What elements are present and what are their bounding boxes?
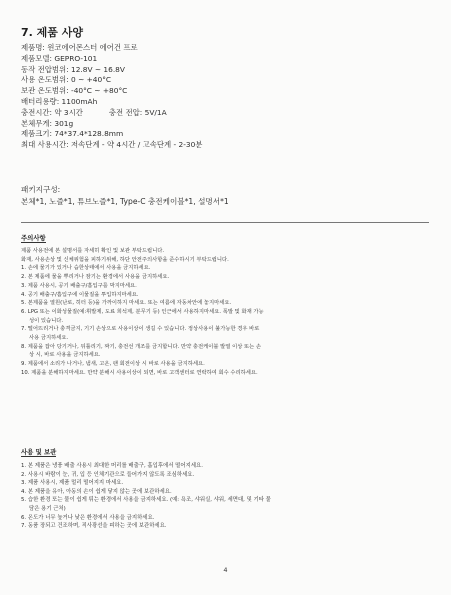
spec-line: 제품크기: 74*37.4*128.8mm — [21, 129, 124, 139]
spec-line: 보관 온도범위: -40°C ~ +80°C — [21, 86, 128, 96]
list-item: 6. LPG 또는 이화성물질(예:휘발제, 도료 희석제, 분무기 등) 인근에서 사용하지마세요. 폭발 및 화재 가능 — [21, 308, 264, 315]
caution-list — [21, 247, 433, 378]
list-item: 4. 공기 배출구/흡입구에 이물질을 투입하지마세요. — [21, 291, 139, 298]
list-item: 7. 동품 장되고 건조하며, 직사광선을 피하는 곳에 보관하세요. — [21, 523, 167, 530]
list-item-continued: 상 시, 바로 사용을 금지하세요. — [29, 352, 101, 359]
usage-title: 사용 및 보관 — [21, 448, 57, 456]
page-number: 4 — [223, 566, 228, 574]
list-item: 5. 본제품을 열원(난로, 히터 등)을 가까이하지 마세요. 또는 여름에 자동차안에 놓지마세요. — [21, 300, 232, 307]
spec-list — [21, 43, 431, 151]
usage-list — [21, 462, 433, 531]
list-item: 2. 본 제품에 물을 뿌리거나 잠기는 환경에서 사용을 금지하세요. — [21, 274, 170, 281]
divider — [21, 222, 429, 223]
list-item: 6. 온도가 너무 높거나 낮은 환경에서 사용을 금지하세요. — [21, 514, 155, 521]
section-title: 7. 제품 사양 — [21, 26, 83, 39]
list-item: 3. 제품 사용시, 제품 멀리 떨어지지 마세요. — [21, 480, 124, 487]
list-item: 4. 본 제품을 유아, 아동의 손이 쉽게 닿지 않는 곳에 보관하세요. — [21, 488, 172, 495]
list-item: 5. 습한 환경 또는 물이 쉽게 튀는 환경에서 사용을 금지하세요. (예: 욕조, 샤워실, 샤워, 세면대, 및 기타 물 — [21, 497, 271, 504]
list-item: 7. 떨어뜨리거나 충격금지, 기기 손상으로 사용이상이 생길 수 있습니다. 정상사용이 불가능한 경우 바로 — [21, 326, 260, 333]
spec-line: 본체무게: 301g — [21, 118, 74, 128]
list-item: 8. 제품을 잡아 당기거나, 뒤틀리기, 짜기, 충전선 개조를 금지합니다. 만약 충전케이블 발열 이상 또는 손 — [21, 343, 262, 350]
spec-line: 최대 사용시간: 저속단계 - 약 4시간 / 고속단계 - 2-30분 — [21, 140, 203, 150]
list-item: 2. 사용시 바람이 눈, 귀, 입 등 인체기관으로 들어가지 않도록 조심하세요. — [21, 471, 195, 478]
list-item: 10. 제품을 분해하지마세요. 만약 분해시 사용이상이 되면, 바로 고객센터로 연락하여 회수 수리하세요. — [21, 369, 258, 376]
spec-line: 배터리용량: 1100mAh — [21, 96, 98, 106]
list-item-continued: 담은 용기 근처) — [29, 505, 66, 512]
charge-time: 충전시간: 약 3시간 — [21, 107, 83, 117]
list-item: 1. 본 제품은 냉풍 배출 사용시 최대한 머리를 배출구, 흡입후에서 떨어지세요. — [21, 463, 203, 469]
spec-line: 제품모델: GEPRO-101 — [21, 53, 98, 63]
charge-voltage: 충전 전압: 5V/1A — [108, 107, 167, 117]
list-item-continued: 성이 있습니다. — [29, 317, 64, 324]
caution-intro: 화재, 사용손상 및 신체위험을 피하기위해, 하단 안전주의사항을 준수하시기 부탁드립니다. — [21, 256, 229, 263]
list-item: 1. 손에 물기가 있거나 습한상태에서 사용을 금지하세요. — [21, 265, 151, 272]
spec-line: 제품명: 윈코에어몬스터 에어건 프로 — [21, 43, 138, 52]
spec-line: 동작 전압범위: 12.8V ~ 16.8V — [21, 64, 125, 74]
package-items: 본체*1, 노즐*1, 튜브노즐*1, Type-C 충전케이블*1, 설명서*1 — [21, 197, 229, 206]
package-title: 패키지구성: — [21, 185, 61, 194]
list-item: 3. 제품 사용시, 공기 배출구/흡입구를 막지마세요. — [21, 282, 137, 289]
list-item-continued: 사용 금지하세요. — [29, 335, 69, 342]
caution-title: 주의사항 — [21, 234, 46, 242]
list-item: 9. 제품에서 소리가 나거나, 냄새, 고온, 팬 회전이상 시 바로 사용을 금지하세요. — [21, 361, 205, 368]
spec-line-charge — [21, 108, 431, 119]
caution-intro: 제품 사용전에 본 설명서를 자세히 확인 및 보관 부탁드립니다. — [21, 248, 165, 254]
spec-line: 사용 온도범위: 0 ~ +40°C — [21, 75, 112, 85]
